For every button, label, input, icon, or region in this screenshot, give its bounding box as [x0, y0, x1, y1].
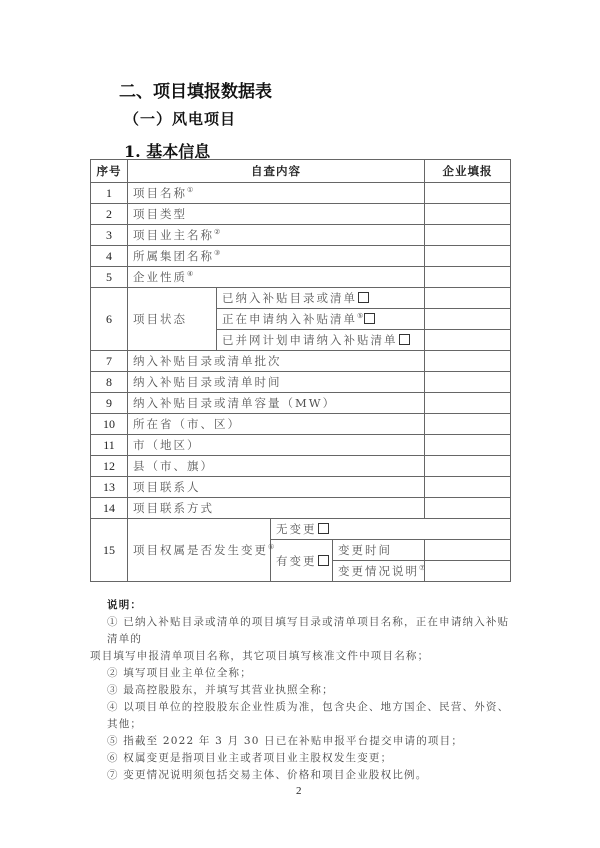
row-number: 7 — [91, 351, 128, 372]
row-number: 1 — [91, 183, 128, 204]
row-number: 10 — [91, 414, 128, 435]
table-row — [91, 183, 511, 204]
table-row — [91, 477, 511, 498]
change-time-label: 变更时间 — [333, 540, 425, 561]
row-number: 9 — [91, 393, 128, 414]
section-heading: 二、项目填报数据表 — [119, 82, 272, 102]
fill-cell[interactable] — [425, 393, 511, 414]
note-item: ⑤ 指截至 2022 年 3 月 30 日已在补贴申报平台提交申请的项目； — [107, 735, 464, 747]
note-item: ① 已纳入补贴目录或清单的项目填写目录或清单项目名称，正在申请纳入补贴清单的 — [107, 616, 510, 645]
checkbox[interactable] — [318, 555, 329, 566]
table-row — [91, 351, 511, 372]
table-row — [91, 456, 511, 477]
fill-cell[interactable] — [425, 351, 511, 372]
note-item: ③ 最高控股股东，并填写其营业执照全称； — [107, 684, 334, 696]
row-number: 4 — [91, 246, 128, 267]
status-option[interactable]: 已纳入补贴目录或清单 — [217, 288, 425, 309]
notes-title: 说明： — [107, 599, 143, 611]
fill-cell[interactable] — [425, 246, 511, 267]
fill-cell[interactable] — [425, 435, 511, 456]
row-number: 13 — [91, 477, 128, 498]
fill-cell[interactable] — [425, 204, 511, 225]
fill-cell[interactable] — [425, 477, 511, 498]
fill-cell[interactable] — [425, 372, 511, 393]
row-number: 3 — [91, 225, 128, 246]
row-number: 11 — [91, 435, 128, 456]
note-item: ⑦ 变更情况说明须包括交易主体、价格和项目企业股权比例。 — [107, 769, 428, 781]
row-number: 6 — [91, 288, 128, 351]
row-label: 企业性质④ — [128, 267, 425, 288]
row-label: 项目类型 — [128, 204, 425, 225]
checkbox[interactable] — [364, 313, 375, 324]
notes — [90, 597, 520, 784]
basic-info-table — [90, 159, 511, 582]
fill-cell[interactable] — [425, 456, 511, 477]
row-label: 项目名称① — [128, 183, 425, 204]
row-label: 市（地区） — [128, 435, 425, 456]
table-row — [91, 435, 511, 456]
header-seq: 序号 — [91, 160, 128, 183]
checkbox[interactable] — [399, 334, 410, 345]
changed-option[interactable]: 有变更 — [271, 540, 333, 582]
row-label: 所在省（市、区） — [128, 414, 425, 435]
fill-cell[interactable] — [425, 183, 511, 204]
no-change-option[interactable]: 无变更 — [271, 519, 511, 540]
row-label: 项目联系人 — [128, 477, 425, 498]
row-label: 纳入补贴目录或清单时间 — [128, 372, 425, 393]
checkbox[interactable] — [318, 523, 329, 534]
row-label: 所属集团名称③ — [128, 246, 425, 267]
row-number: 8 — [91, 372, 128, 393]
checkbox[interactable] — [358, 292, 369, 303]
table-title: 1. 基本信息 — [124, 142, 211, 161]
fill-cell[interactable] — [425, 498, 511, 519]
fill-cell[interactable] — [425, 540, 511, 561]
table-row — [91, 288, 511, 309]
table-row — [91, 372, 511, 393]
fill-cell[interactable] — [425, 288, 511, 309]
row-number: 5 — [91, 267, 128, 288]
status-option[interactable]: 已并网计划申请纳入补贴清单 — [217, 330, 425, 351]
note-item: ④ 以项目单位的控股股东企业性质为准，包含央企、地方国企、民营、外资、其他； — [107, 701, 510, 730]
table-header — [91, 160, 511, 183]
row-label: 县（市、旗） — [128, 456, 425, 477]
row-number: 12 — [91, 456, 128, 477]
fill-cell[interactable] — [425, 267, 511, 288]
status-option[interactable]: 正在申请纳入补贴清单⑤ — [217, 309, 425, 330]
row-number: 14 — [91, 498, 128, 519]
row-number: 15 — [91, 519, 128, 582]
row-label: 项目联系方式 — [128, 498, 425, 519]
change-desc-label: 变更情况说明⑦ — [333, 561, 425, 582]
row-number: 2 — [91, 204, 128, 225]
subsection-heading: （一）风电项目 — [124, 110, 237, 128]
note-item: ② 填写项目业主单位全称； — [107, 667, 252, 679]
row-label: 纳入补贴目录或清单容量（MW） — [128, 393, 425, 414]
fill-cell[interactable] — [425, 225, 511, 246]
row-label: 项目权属是否发生变更⑥ — [128, 519, 271, 582]
header-content: 自查内容 — [128, 160, 425, 183]
row-label: 项目业主名称② — [128, 225, 425, 246]
table-row — [91, 246, 511, 267]
table-row — [91, 204, 511, 225]
row-label: 纳入补贴目录或清单批次 — [128, 351, 425, 372]
table-row — [91, 414, 511, 435]
table-row — [91, 393, 511, 414]
fill-cell[interactable] — [425, 414, 511, 435]
fill-cell[interactable] — [425, 561, 511, 582]
fill-cell[interactable] — [425, 330, 511, 351]
table-row — [91, 519, 511, 540]
row-label: 项目状态 — [128, 288, 217, 351]
fill-cell[interactable] — [425, 309, 511, 330]
note-item: ⑥ 权属变更是指项目业主或者项目业主股权发生变更； — [107, 752, 393, 764]
note-item: 项目填写申报清单项目名称，其它项目填写核准文件中项目名称； — [90, 650, 430, 662]
header-fill: 企业填报 — [425, 160, 511, 183]
table-row — [91, 225, 511, 246]
table-row — [91, 498, 511, 519]
table-row — [91, 267, 511, 288]
page-number: 2 — [296, 785, 302, 797]
